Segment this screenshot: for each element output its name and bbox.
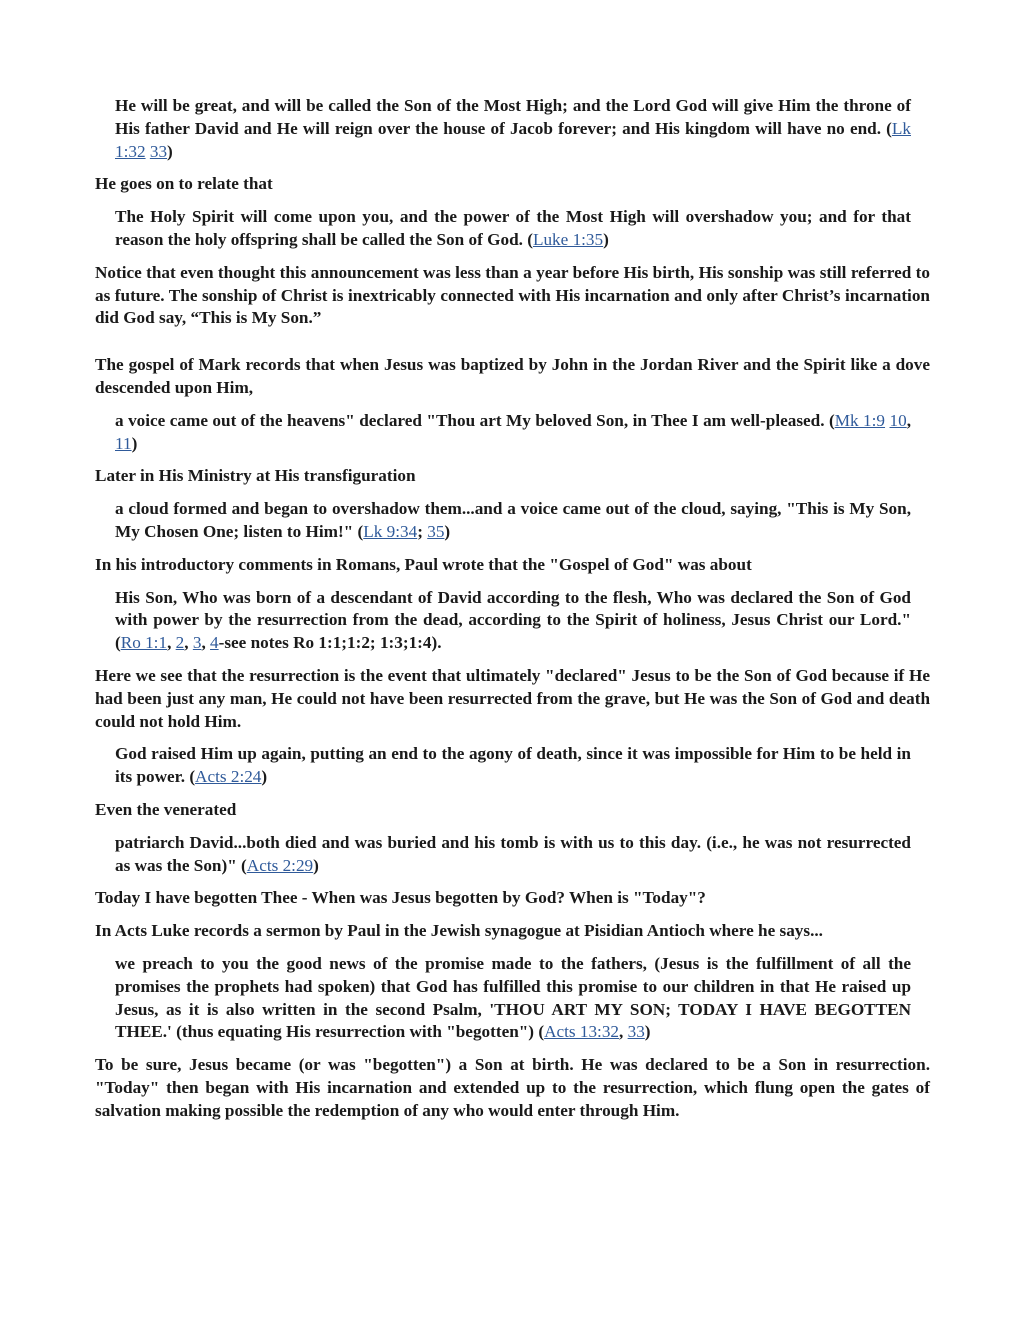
block-quote-q2 bbox=[115, 206, 911, 252]
text-run: , bbox=[619, 1022, 628, 1042]
text-run: ) bbox=[131, 433, 138, 453]
block-quote-q7 bbox=[115, 832, 911, 878]
scripture-link[interactable]: Acts 13:32 bbox=[544, 1022, 620, 1042]
paragraph-p10 bbox=[95, 1054, 930, 1122]
document-page bbox=[95, 95, 930, 1132]
paragraph-p5 bbox=[95, 554, 930, 577]
text-run: Even the venerated bbox=[95, 799, 237, 819]
text-run: Notice that even thought this announcement was less than a year before His birth, His sonship was still referred to as future. The sonship of Christ is inextricably connected with His incarnation and only after Christ’s incarnation did God say, “This is My Son.” bbox=[95, 262, 930, 328]
block-quote-q1 bbox=[115, 95, 911, 163]
paragraph-p3 bbox=[95, 354, 930, 400]
block-quote-q6 bbox=[115, 743, 911, 789]
block-quote-q8 bbox=[115, 953, 911, 1044]
scripture-link[interactable]: 4 bbox=[210, 633, 219, 653]
text-run: , bbox=[906, 410, 911, 430]
text-run: In Acts Luke records a sermon by Paul in the Jewish synagogue at Pisidian Antioch where he says... bbox=[95, 921, 823, 941]
text-run: He will be great, and will be called the Son of the Most High; and the Lord God will give Him the throne of His father David and He will reign over the house of Jacob forever; and His kingdom will have no end. ( bbox=[115, 96, 911, 138]
block-quote-q4 bbox=[115, 498, 911, 544]
text-run: To be sure, Jesus became (or was "begotten") a Son at birth. He was declared to be a Son in resurrection. "Today" then began with His incarnation and extended up to the resurrection, which flung open the gates of salvation making possible the redemption of any who would enter through Him. bbox=[95, 1055, 930, 1120]
scripture-link[interactable]: 3 bbox=[192, 633, 202, 653]
paragraph-p2 bbox=[95, 262, 930, 330]
scripture-link[interactable]: 33 bbox=[627, 1022, 645, 1042]
scripture-link[interactable]: Mk 1:9 bbox=[834, 410, 886, 430]
scripture-link[interactable]: 33 bbox=[149, 141, 168, 161]
text-run: , bbox=[201, 633, 211, 653]
text-run: ) bbox=[444, 521, 451, 541]
text-run: ) bbox=[644, 1022, 651, 1042]
text-run: we preach to you the good news of the promise made to the fathers, (Jesus is the fulfillment of all the promises the prophets had spoken) that God has fulfilled this promise to our children in that He raised up Jesus, as it is also written in the second Psalm, 'THOU ART MY SON; TODAY I HAVE BEGOTTEN THEE.' (thus equating His resurrection with "begotten") ( bbox=[115, 953, 911, 1042]
block-quote-q3 bbox=[115, 410, 911, 456]
scripture-link[interactable]: Ro 1:1 bbox=[120, 633, 168, 653]
scripture-link[interactable]: 11 bbox=[115, 433, 132, 453]
text-run: patriarch David...both died and was buried and his tomb is with us to this day. (i.e., he was not resurrected as was the Son)" ( bbox=[115, 832, 911, 875]
text-run: a cloud formed and began to overshadow them...and a voice came out of the cloud, saying, "This is My Son, My Chosen One; listen to Him!" ( bbox=[115, 499, 911, 541]
text-run: His Son, Who was born of a descendant of David according to the flesh, Who was declared the Son of God with power by the resurrection from the dead, according to the Spirit of holiness, Jesus Christ our Lord." ( bbox=[115, 587, 911, 653]
text-run: Here we see that the resurrection is the event that ultimately "declared" Jesus to be the Son of God because if He had been just any man, He could not have been resurrected from the grave, but He was the Son of God and death could not hold Him. bbox=[95, 665, 930, 731]
text-run: Later in His Ministry at His transfiguration bbox=[95, 466, 416, 486]
text-run: -see notes Ro 1:1;1:2; 1:3;1:4). bbox=[218, 633, 442, 653]
text-run: He goes on to relate that bbox=[95, 174, 273, 194]
paragraph-p9 bbox=[95, 920, 930, 943]
text-run: In his introductory comments in Romans, Paul wrote that the "Gospel of God" was about bbox=[95, 554, 752, 574]
scripture-link[interactable]: 10 bbox=[889, 410, 907, 430]
scripture-link[interactable]: Luke 1:35 bbox=[532, 229, 604, 249]
text-run: God raised Him up again, putting an end to the agony of death, since it was impossible for Him to be held in its power. ( bbox=[115, 744, 911, 787]
paragraph-p4 bbox=[95, 465, 930, 488]
paragraph-p1 bbox=[95, 173, 930, 196]
text-run: a voice came out of the heavens" declared "Thou art My beloved Son, in Thee I am well-pleased. ( bbox=[115, 410, 835, 430]
text-run: ) bbox=[261, 767, 268, 787]
block-quote-q5 bbox=[115, 587, 911, 655]
text-run: ) bbox=[313, 855, 319, 875]
paragraph-p6 bbox=[95, 665, 930, 733]
text-run: The Holy Spirit will come upon you, and the power of the Most High will overshadow you; and for that reason the holy offspring shall be called the Son of God. ( bbox=[115, 207, 911, 249]
text-run: ; bbox=[417, 521, 428, 541]
scripture-link[interactable]: Lk 1:32 bbox=[115, 118, 911, 161]
text-run: ) bbox=[167, 141, 173, 161]
text-run: , bbox=[167, 633, 176, 653]
scripture-link[interactable]: 35 bbox=[427, 521, 445, 541]
paragraph-p7 bbox=[95, 799, 930, 822]
paragraph-p8 bbox=[95, 887, 930, 910]
scripture-link[interactable]: Lk 9:34 bbox=[363, 521, 418, 541]
text-run: , bbox=[184, 633, 193, 653]
text-run: Today I have begotten Thee - When was Jesus begotten by God? When is "Today"? bbox=[95, 888, 706, 908]
scripture-link[interactable]: 2 bbox=[175, 633, 185, 653]
text-run: The gospel of Mark records that when Jesus was baptized by John in the Jordan River and the Spirit like a dove descended upon Him, bbox=[95, 355, 930, 397]
text-run: ) bbox=[603, 229, 609, 249]
scripture-link[interactable]: Acts 2:24 bbox=[195, 767, 262, 787]
scripture-link[interactable]: Acts 2:29 bbox=[246, 855, 314, 875]
